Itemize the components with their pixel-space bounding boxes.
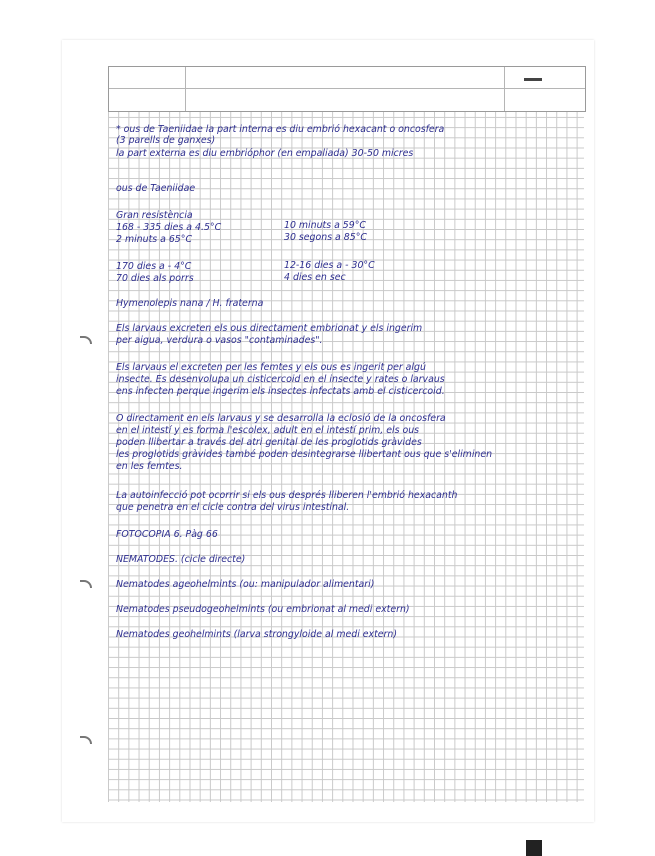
note-line: 70 dies als porrs <box>116 273 194 284</box>
note-heading: Hymenolepis nana / H. fraterna <box>116 298 264 309</box>
header-table <box>108 66 586 112</box>
notebook-page <box>62 40 594 822</box>
header-column-divider <box>504 67 505 111</box>
note-line: en el intestí y es forma l'escolex, adult en el intestí prim, els ous <box>116 425 420 436</box>
note-line: 30 segons a 85°C <box>284 232 367 243</box>
note-line: La autoinfecció pot ocorrir si els ous després lliberen l'embrió hexacanth <box>116 490 458 501</box>
note-line: en les femtes. <box>116 461 183 472</box>
note-line: Els larvaus el excreten per les femtes y els ous es ingerit per algú <box>116 362 426 373</box>
note-line: insecte. Es desenvolupa un cisticercoid en el insecte y rates o larvaus <box>116 374 445 385</box>
note-line: Nematodes geohelmints (larva strongyloide al medi extern) <box>116 629 397 640</box>
note-line: (3 parells de ganxes) <box>116 135 216 146</box>
note-reference: FOTOCÒPIA 6. Pàg 66 <box>116 529 218 540</box>
header-divider <box>109 88 585 89</box>
note-line: Nematodes pseudogeohelmints (ou embrionat al medi extern) <box>116 604 410 615</box>
note-line: poden llibertar a través del atri genital de les proglotids gràvides <box>116 437 422 448</box>
note-line: per aigua, verdura o vasos "contaminades". <box>116 335 323 346</box>
note-line: 2 minuts a 65°C <box>116 234 192 245</box>
note-line: 4 dies en sec <box>284 272 346 283</box>
page-margin-bottom <box>62 802 594 822</box>
note-line: * ous de Taeniidae la part interna es diu embrió hexacant o oncosfera <box>116 124 445 135</box>
note-line: 170 dies a - 4°C <box>116 261 192 272</box>
note-line: les proglotids gràvides també poden desintegrarse llibertant ous que s'eliminen <box>116 449 493 460</box>
note-line: 10 minuts a 59°C <box>284 220 366 231</box>
page-margin-top <box>62 40 594 66</box>
note-line: Gran resistència <box>116 210 193 221</box>
note-line: Els larvaus excreten els ous directament embrionat y els ingerim <box>116 323 423 334</box>
note-line: O directament en els larvaus y se desarrolla la eclosió de la oncosfera <box>116 413 446 424</box>
note-line: 12-16 dies a - 30°C <box>284 260 375 271</box>
scan-corner-mark <box>526 840 542 856</box>
note-line: ens infecten perque ingerim els insectes infectats amb el cisticercoid. <box>116 386 445 397</box>
note-heading: NEMATODES. (cicle directe) <box>116 554 246 565</box>
note-heading: ous de Taeniidae <box>116 183 196 194</box>
scan-edge-mark <box>524 78 542 81</box>
note-line: que penetra en el cicle contra del virus intestinal. <box>116 502 350 513</box>
note-line: Nematodes ageohelmints (ou: manipulador alimentari) <box>116 579 375 590</box>
page-margin-left <box>62 40 108 822</box>
header-column-divider <box>185 67 186 111</box>
note-line: la part externa es diu embrióphor (en empaliada) 30-50 micres <box>116 148 414 159</box>
note-line: 168 - 335 dies a 4.5°C <box>116 222 222 233</box>
